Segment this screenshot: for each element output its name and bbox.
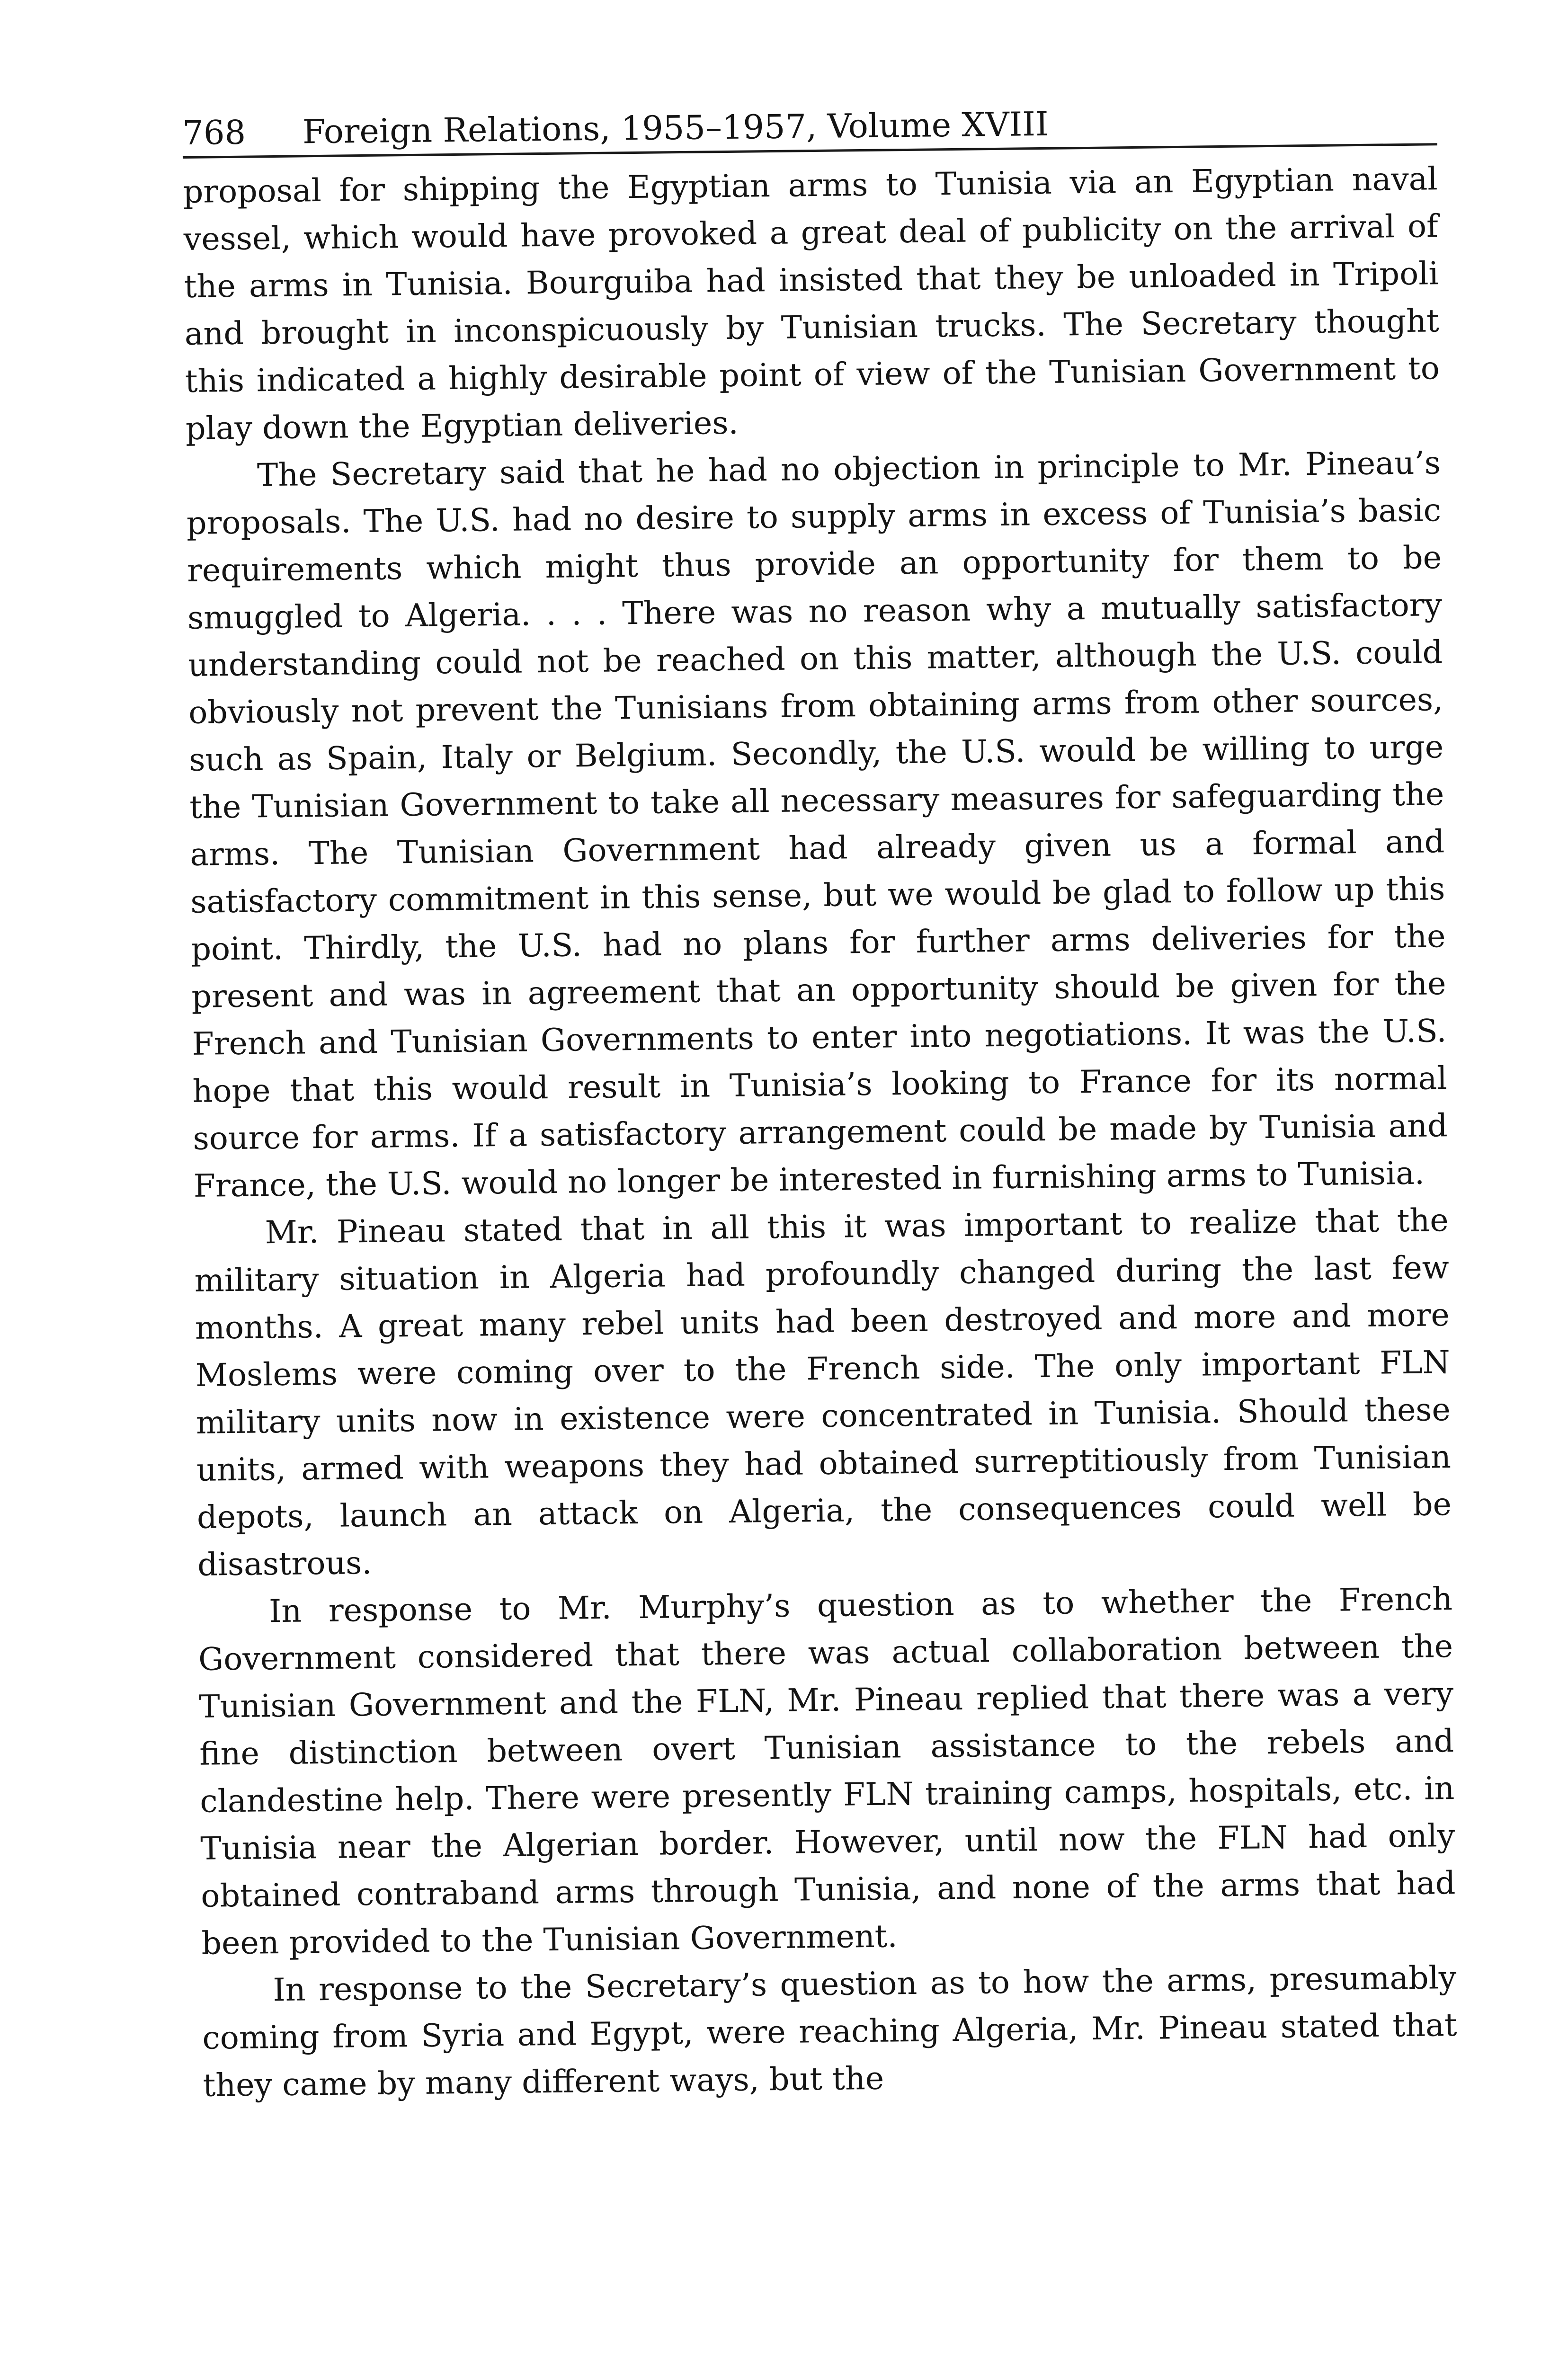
page-number: 768	[182, 113, 246, 152]
body-text	[183, 155, 1458, 2109]
paragraph: In response to Mr. Murphy’s question as to whether the French Government considered that there was actual collaboration between the Tunisian Government and the FLN, Mr. Pineau replied that there was a very fine distinction between overt Tunisian assistance to the rebels and clandestine help. There were presently FLN training camps, hospitals, etc. in Tunisia near the Algerian border. However, until now the FLN had only obtained contraband arms through Tunisia, and none of the arms that had been provided to the Tunisian Government.	[198, 1580, 1456, 1962]
paragraph: Mr. Pineau stated that in all this it was important to realize that the military situation in Algeria had profoundly changed during the last few months. A great many rebel units had been destroyed and more and more Moslems were coming over to the French side. The only important FLN military units now in existence were concentrated in Tunisia. Should these units, armed with weapons they had obtained surreptitiously from Tunisian depots, launch an attack on Algeria, the consequences could well be disastrous.	[194, 1201, 1452, 1583]
paragraph: The Secretary said that he had no objection in principle to Mr. Pineau’s proposals. The U.S. had no desire to supply arms in excess of Tunisia’s basic requirements which might thus provide an opportunity for them to be smuggled to Algeria. . . . There was no reason why a mutually satisfactory understanding could not be reached on this matter, although the U.S. could obviously not prevent the Tunisians from obtaining arms from other sources, such as Spain, Italy or Belgium. Secondly, the U.S. would be willing to urge the Tunisian Government to take all necessary measures for safeguarding the arms. The Tunisian Government had already given us a formal and satisfactory commitment in this sense, but we would be glad to follow up this point. Thirdly, the U.S. had no plans for further arms deliveries for the present and was in agreement that an opportunity should be given for the French and Tunisian Governments to enter into negotiations. It was the U.S. hope that this would result in Tunisia’s looking to France for its normal source for arms. If a satisfactory arrangement could be made by Tunisia and France, the U.S. would no longer be interested in furnishing arms to Tunisia.	[186, 444, 1448, 1204]
running-header	[182, 100, 1437, 159]
paragraph: In response to the Secretary’s question as to how the arms, presumably coming from Syria and Egypt, were reaching Algeria, Mr. Pineau stated that they came by many different ways, but the	[202, 1959, 1457, 2104]
page-content	[182, 100, 1458, 2109]
header-title: Foreign Relations, 1955–1957, Volume XVIII	[302, 104, 1049, 151]
paragraph-continued: proposal for shipping the Egyptian arms to Tunisia via an Egyptian naval vessel, which would have provoked a great deal of publicity on the arrival of the arms in Tunisia. Bourguiba had insisted that they be unloaded in Tripoli and brought in inconspicuously by Tunisian trucks. The Secretary thought this indicated a highly desirable point of view of the Tunisian Government to play down the Egyptian deliveries.	[183, 160, 1440, 447]
